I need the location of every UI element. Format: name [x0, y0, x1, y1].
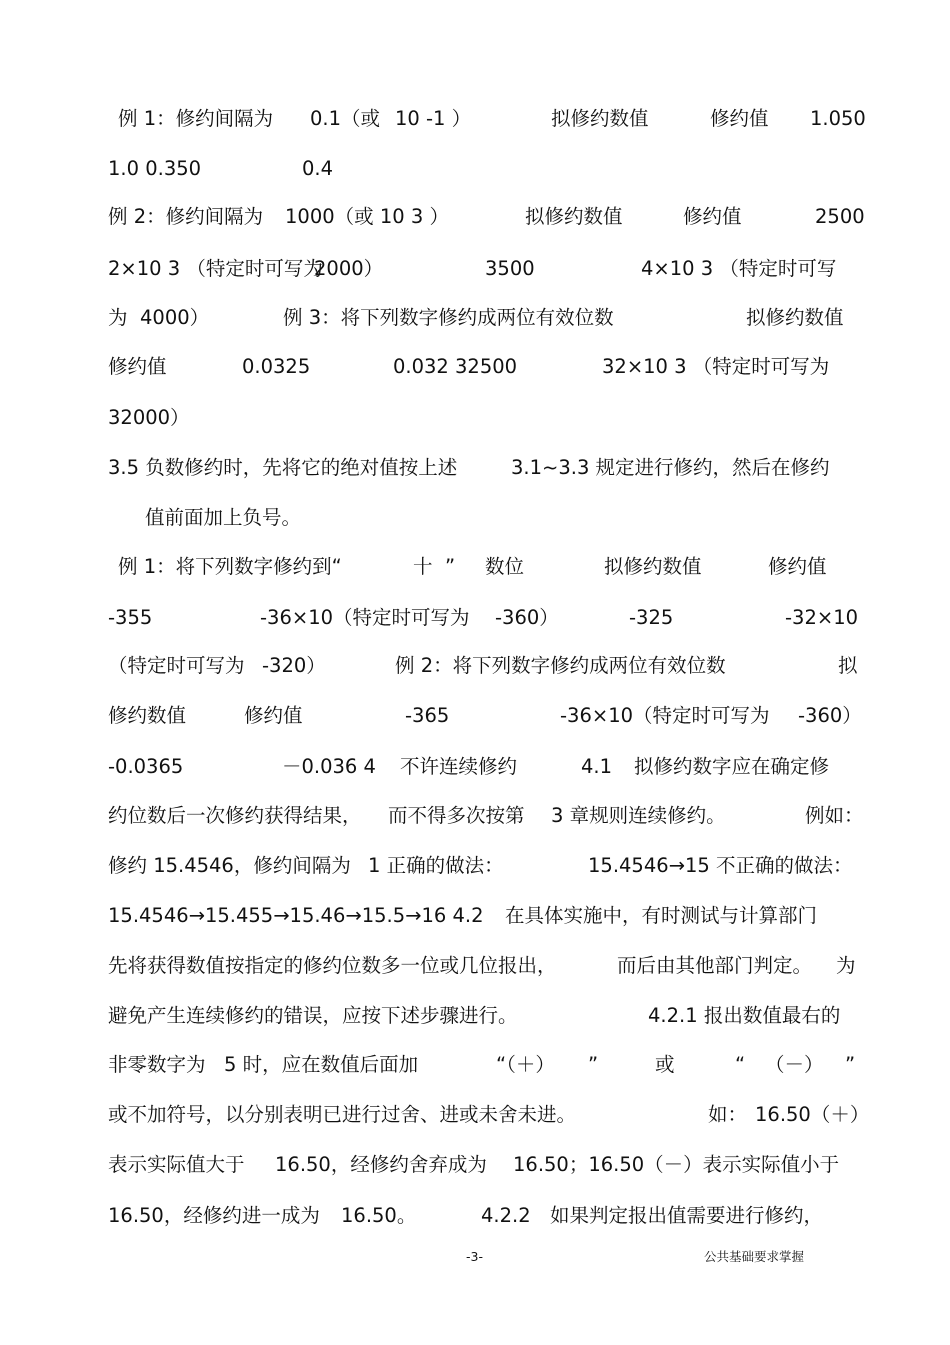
text-line	[0, 552, 950, 582]
text-line	[0, 701, 950, 731]
text-segment: 避免产生连续修约的错误，应按下述步骤进行。	[108, 1004, 518, 1027]
text-segment: 修约值	[108, 355, 167, 378]
text-line	[0, 503, 950, 533]
text-segment: 4.2.2	[481, 1204, 531, 1227]
text-segment: 为	[108, 306, 128, 329]
text-segment: 或	[655, 1053, 675, 1076]
text-line	[0, 453, 950, 483]
text-segment: -0.0365	[108, 755, 184, 778]
text-segment: 16.50。	[341, 1204, 417, 1227]
text-segment: 16.50；16.50（－）表示实际值小于	[513, 1153, 840, 1176]
text-line	[0, 254, 950, 284]
text-segment: 例如：	[805, 804, 864, 827]
text-segment: 15.4546→15 不正确的做法：	[588, 854, 853, 877]
text-segment: “	[735, 1053, 746, 1076]
text-segment: 修约值	[710, 107, 769, 130]
text-segment: 修约 15.4546，修约间隔为	[108, 854, 351, 877]
text-line	[0, 851, 950, 881]
text-segment: 5 时，应在数值后面加	[224, 1053, 419, 1076]
page-number: -3-	[466, 1249, 483, 1264]
text-segment: 数位	[485, 555, 525, 578]
text-segment: 0.0325	[242, 355, 311, 378]
text-segment: 3 章规则连续修约。	[551, 804, 726, 827]
text-segment: 修约数值	[108, 704, 187, 727]
text-segment: “（＋）	[496, 1053, 555, 1076]
text-segment: 拟修约数值	[525, 205, 623, 228]
text-segment: 先将获得数值按指定的修约位数多一位或几位报出，	[108, 954, 557, 977]
text-line	[0, 651, 950, 681]
text-segment: 为	[836, 954, 856, 977]
footer-note: 公共基础要求掌握	[704, 1249, 805, 1264]
text-line	[0, 603, 950, 633]
text-segment: ”	[845, 1053, 856, 1076]
text-segment: 非零数字为	[108, 1053, 206, 1076]
text-segment: 修约值	[683, 205, 742, 228]
text-segment: －0.036 4	[282, 755, 376, 778]
text-segment: -36×10（特定时可写为	[560, 704, 770, 727]
text-line	[0, 303, 950, 333]
text-segment: ”	[588, 1053, 599, 1076]
text-segment: 表示实际值大于	[108, 1153, 245, 1176]
text-segment: -365	[405, 704, 450, 727]
text-segment: 1.0 0.350	[108, 157, 202, 180]
text-segment: （－）	[765, 1053, 824, 1076]
text-segment: 拟修约数值	[746, 306, 844, 329]
text-line	[0, 801, 950, 831]
text-segment: 约位数后一次修约获得结果，	[108, 804, 362, 827]
text-segment: 修约值	[244, 704, 303, 727]
text-segment: 拟	[838, 654, 858, 677]
text-segment: 3500	[485, 257, 535, 280]
text-segment: 而后由其他部门判定。	[617, 954, 813, 977]
text-segment: -32×10	[785, 606, 859, 629]
text-segment: 15.4546→15.455→15.46→15.5→16 4.2	[108, 904, 484, 927]
text-line	[0, 1100, 950, 1130]
text-segment: 例 2：将下列数字修约成两位有效位数	[395, 654, 726, 677]
text-segment: 拟修约数字应在确定修	[634, 755, 830, 778]
text-segment: ”	[445, 555, 456, 578]
text-segment: -320）	[262, 654, 326, 677]
text-line	[0, 352, 950, 382]
text-line	[0, 1001, 950, 1031]
text-line	[0, 154, 950, 184]
text-segment: 3.5 负数修约时，先将它的绝对值按上述	[108, 456, 458, 479]
text-segment: 0.1（或	[310, 107, 381, 130]
text-segment: 4.2.1 报出数值最右的	[648, 1004, 841, 1027]
text-segment: （特定时可写为	[108, 654, 245, 677]
text-segment: 32000）	[108, 406, 190, 429]
text-segment: 16.50，经修约舍弃成为	[275, 1153, 487, 1176]
text-segment: 2×10 3 （特定时可写为	[108, 257, 323, 280]
text-segment: 1000（或 10 3 ）	[285, 205, 449, 228]
text-segment: -325	[629, 606, 674, 629]
text-segment: 值前面加上负号。	[145, 506, 302, 529]
text-segment: 例 1：修约间隔为	[118, 107, 274, 130]
text-segment: 0.032 32500	[393, 355, 518, 378]
text-segment: 16.50（＋）	[755, 1103, 870, 1126]
text-segment: -355	[108, 606, 153, 629]
text-segment: 1.050	[810, 107, 866, 130]
text-segment: 如果判定报出值需要进行修约，	[550, 1204, 824, 1227]
text-segment: 32×10 3 （特定时可写为	[602, 355, 830, 378]
text-segment: 如：	[708, 1103, 748, 1126]
text-line	[0, 1201, 950, 1231]
text-line	[0, 901, 950, 931]
text-line	[0, 951, 950, 981]
text-segment: 3.1~3.3 规定进行修约，然后在修约	[511, 456, 830, 479]
text-segment: 4000）	[140, 306, 210, 329]
text-segment: 修约值	[768, 555, 827, 578]
text-segment: 2000）	[314, 257, 384, 280]
text-line	[0, 1050, 950, 1080]
text-line	[0, 403, 950, 433]
text-segment: 例 1：将下列数字修约到“	[118, 555, 342, 578]
text-segment: 而不得多次按第	[388, 804, 525, 827]
text-segment: 10 -1 ）	[395, 107, 472, 130]
text-segment: 拟修约数值	[551, 107, 649, 130]
text-segment: 2500	[815, 205, 865, 228]
text-line	[0, 202, 950, 232]
text-segment: 1 正确的做法：	[368, 854, 504, 877]
text-segment: 在具体实施中，有时测试与计算部门	[505, 904, 818, 927]
text-segment: -36×10（特定时可写为	[260, 606, 470, 629]
text-line	[0, 104, 950, 134]
text-segment: 拟修约数值	[604, 555, 702, 578]
text-segment: 十	[413, 555, 433, 578]
text-segment: 4×10 3 （特定时可写	[641, 257, 837, 280]
text-line	[0, 1150, 950, 1180]
text-segment: 例 3：将下列数字修约成两位有效位数	[283, 306, 614, 329]
text-line	[0, 752, 950, 782]
text-segment: 0.4	[302, 157, 334, 180]
text-segment: -360）	[798, 704, 862, 727]
text-segment: 例 2：修约间隔为	[108, 205, 264, 228]
text-segment: -360）	[495, 606, 559, 629]
text-segment: 16.50，经修约进一成为	[108, 1204, 320, 1227]
text-segment: 4.1	[581, 755, 613, 778]
text-segment: 不许连续修约	[400, 755, 518, 778]
text-segment: 或不加符号，以分别表明已进行过舍、进或未舍未进。	[108, 1103, 577, 1126]
